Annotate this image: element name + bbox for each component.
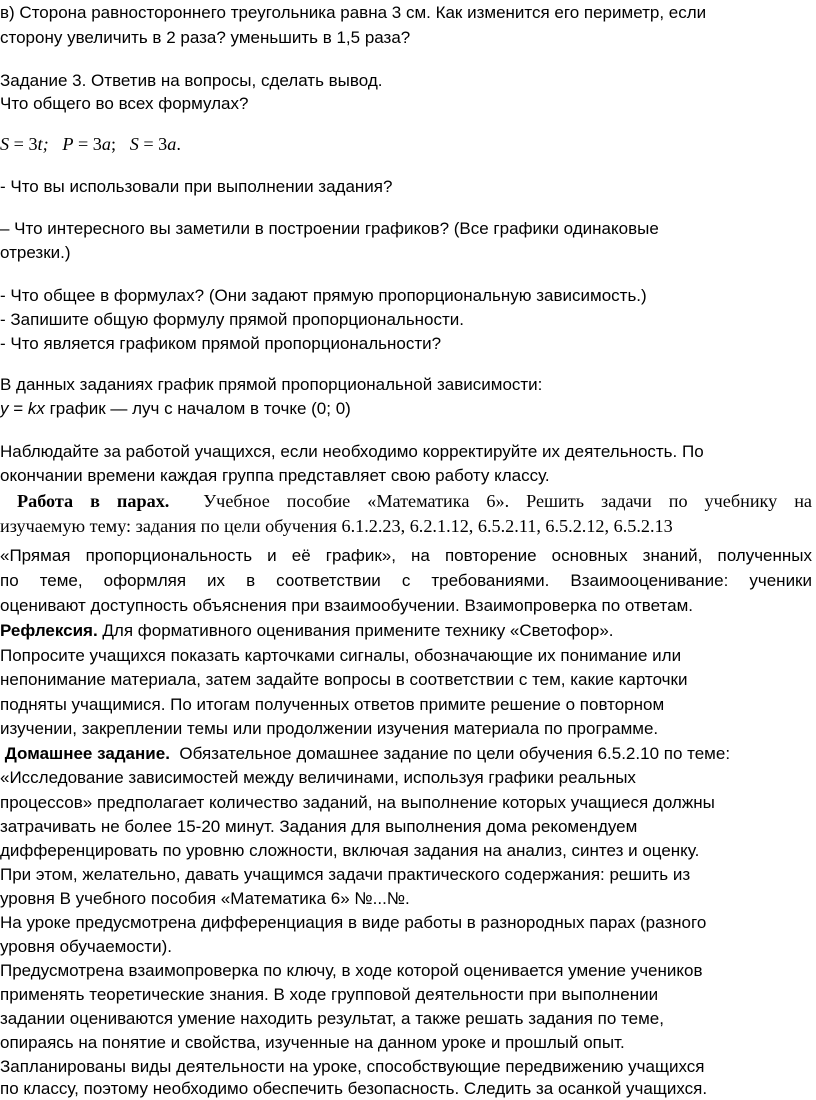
- reflection-line-2: Попросите учащихся показать карточками сигналы, обозначающие их понимание или: [0, 646, 682, 665]
- reflection-text: Для формативного оценивания примените технику «Светофор».: [97, 621, 614, 640]
- formulas-line: [0, 133, 816, 155]
- reflection-line-4: подняты учащимися. По итогам полученных ответов примите решение о повторном: [0, 695, 665, 714]
- homework-line-1: [0, 743, 816, 765]
- task-v-line-1: в) Сторона равностороннего треугольника равна 3 см. Как изменится его периметр, если: [0, 3, 707, 22]
- pair-work-text: Учебное пособие «Математика 6». Решить задачи по учебнику на: [203, 491, 813, 511]
- pair-work-line-1: [0, 490, 812, 512]
- peer-check-line-4: опираясь на понятие и свойства, изученные на данном уроке и прошлый опыт.: [0, 1033, 625, 1052]
- formula-separator: [49, 134, 63, 154]
- homework-line-5: дифференцировать по уровню сложности, включая задания на анализ, синтез и оценку.: [0, 841, 700, 860]
- conclusion-formula-line: [0, 398, 816, 420]
- formula-1-equals: = 3: [9, 134, 38, 154]
- formula-2-a: a: [101, 134, 111, 154]
- formula-3-end: .: [176, 134, 181, 154]
- pair-work-line-4: по теме, оформляя их в соответствии с требованиями. Взаимооценивание: ученики: [0, 571, 812, 590]
- pair-work-line-3: «Прямая пропорциональность и её график», на повторение основных знаний, полученных: [0, 546, 812, 565]
- homework-heading: Домашнее задание.: [4, 744, 170, 763]
- differentiation-line-2: уровня обучаемости).: [0, 937, 172, 956]
- pair-work-line-2: изучаемую тему: задания по цели обучения 6.1.2.23, 6.2.1.12, 6.5.2.11, 6.5.2.12, 6.5.2.13: [0, 516, 673, 536]
- pair-work-line-5: оценивают доступность объяснения при взаимообучении. Взаимопроверка по ответам.: [0, 596, 693, 615]
- peer-check-line-6: по классу, поэтому необходимо обеспечить безопасность. Следить за осанкой учащихся.: [0, 1079, 708, 1098]
- peer-check-line-1: Предусмотрена взаимопроверка по ключу, в ходе которой оценивается умение учеников: [0, 961, 703, 980]
- conclusion-line-1: В данных заданиях график прямой пропорциональной зависимости:: [0, 375, 543, 394]
- reflection-heading: Рефлексия.: [0, 621, 98, 640]
- homework-line-7: уровня В учебного пособия «Математика 6» №...№.: [0, 889, 410, 908]
- homework-line-6: При этом, желательно, давать учащимся задачи практического содержания: решить из: [0, 865, 691, 884]
- question-5: - Что является графиком прямой пропорциональности?: [0, 334, 442, 353]
- task3-title: Задание 3. Ответив на вопросы, сделать вывод.: [0, 71, 383, 90]
- formula-3-equals: = 3: [138, 134, 168, 154]
- homework-line-2: «Исследование зависимостей между величинами, используя графики реальных: [0, 768, 636, 787]
- question-1: - Что вы использовали при выполнении задания?: [0, 177, 393, 196]
- pair-work-heading: Работа в парах.: [16, 491, 170, 511]
- differentiation-line-1: На уроке предусмотрена дифференциация в виде работы в разнородных парах (разного: [0, 913, 707, 932]
- question-2-line-1: – Что интересного вы заметили в построении графиков? (Все графики одинаковые: [0, 219, 659, 238]
- task3-question: Что общего во всех формулах?: [0, 94, 249, 113]
- formula-1-t: t;: [37, 134, 49, 154]
- question-3: - Что общее в формулах? (Они задают прямую пропорциональную зависимость.): [0, 286, 647, 305]
- question-2-line-2: отрезки.): [0, 243, 71, 262]
- peer-check-line-5: Запланированы виды деятельности на уроке, способствующие передвижению учащихся: [0, 1057, 705, 1076]
- formula-3-variable: S: [129, 134, 139, 154]
- observe-line-2: окончании времени каждая группа представляет свою работу классу.: [0, 466, 550, 485]
- homework-line-3: процессов» предполагает количество заданий, на выполнение которых учащиеся должны: [0, 793, 715, 812]
- reflection-line-1: [0, 620, 816, 642]
- formula-y: y: [0, 399, 9, 418]
- formula-1-variable: S: [0, 134, 10, 154]
- formula-2-end: ;: [110, 134, 130, 154]
- formula-description: график — луч с началом в точке (0; 0): [44, 399, 351, 418]
- reflection-line-5: изучении, закреплении темы или продолжении изучения материала по программе.: [0, 719, 659, 738]
- formula-kx: kx: [27, 399, 45, 418]
- peer-check-line-3: задании оцениваются умение находить результат, а также решать задания по теме,: [0, 1009, 664, 1028]
- formula-2-equals: = 3: [73, 134, 102, 154]
- task-v-line-2: сторону увеличить в 2 раза? уменьшить в 1,5 раза?: [0, 28, 411, 47]
- question-4: - Запишите общую формулу прямой пропорциональности.: [0, 310, 465, 329]
- homework-line-4: затрачивать не более 15-20 минут. Задания для выполнения дома рекомендуем: [0, 817, 638, 836]
- formula-2-variable: P: [62, 134, 74, 154]
- formula-3-a: a: [167, 134, 177, 154]
- observe-line-1: Наблюдайте за работой учащихся, если необходимо корректируйте их деятельность. По: [0, 442, 704, 461]
- homework-text: Обязательное домашнее задание по цели обучения 6.5.2.10 по теме:: [169, 744, 731, 763]
- reflection-line-3: непонимание материала, затем задайте вопросы в соответствии с тем, какие карточки: [0, 670, 688, 689]
- formula-eq: =: [8, 399, 28, 418]
- peer-check-line-2: применять теоретические знания. В ходе групповой деятельности при выполнении: [0, 985, 659, 1004]
